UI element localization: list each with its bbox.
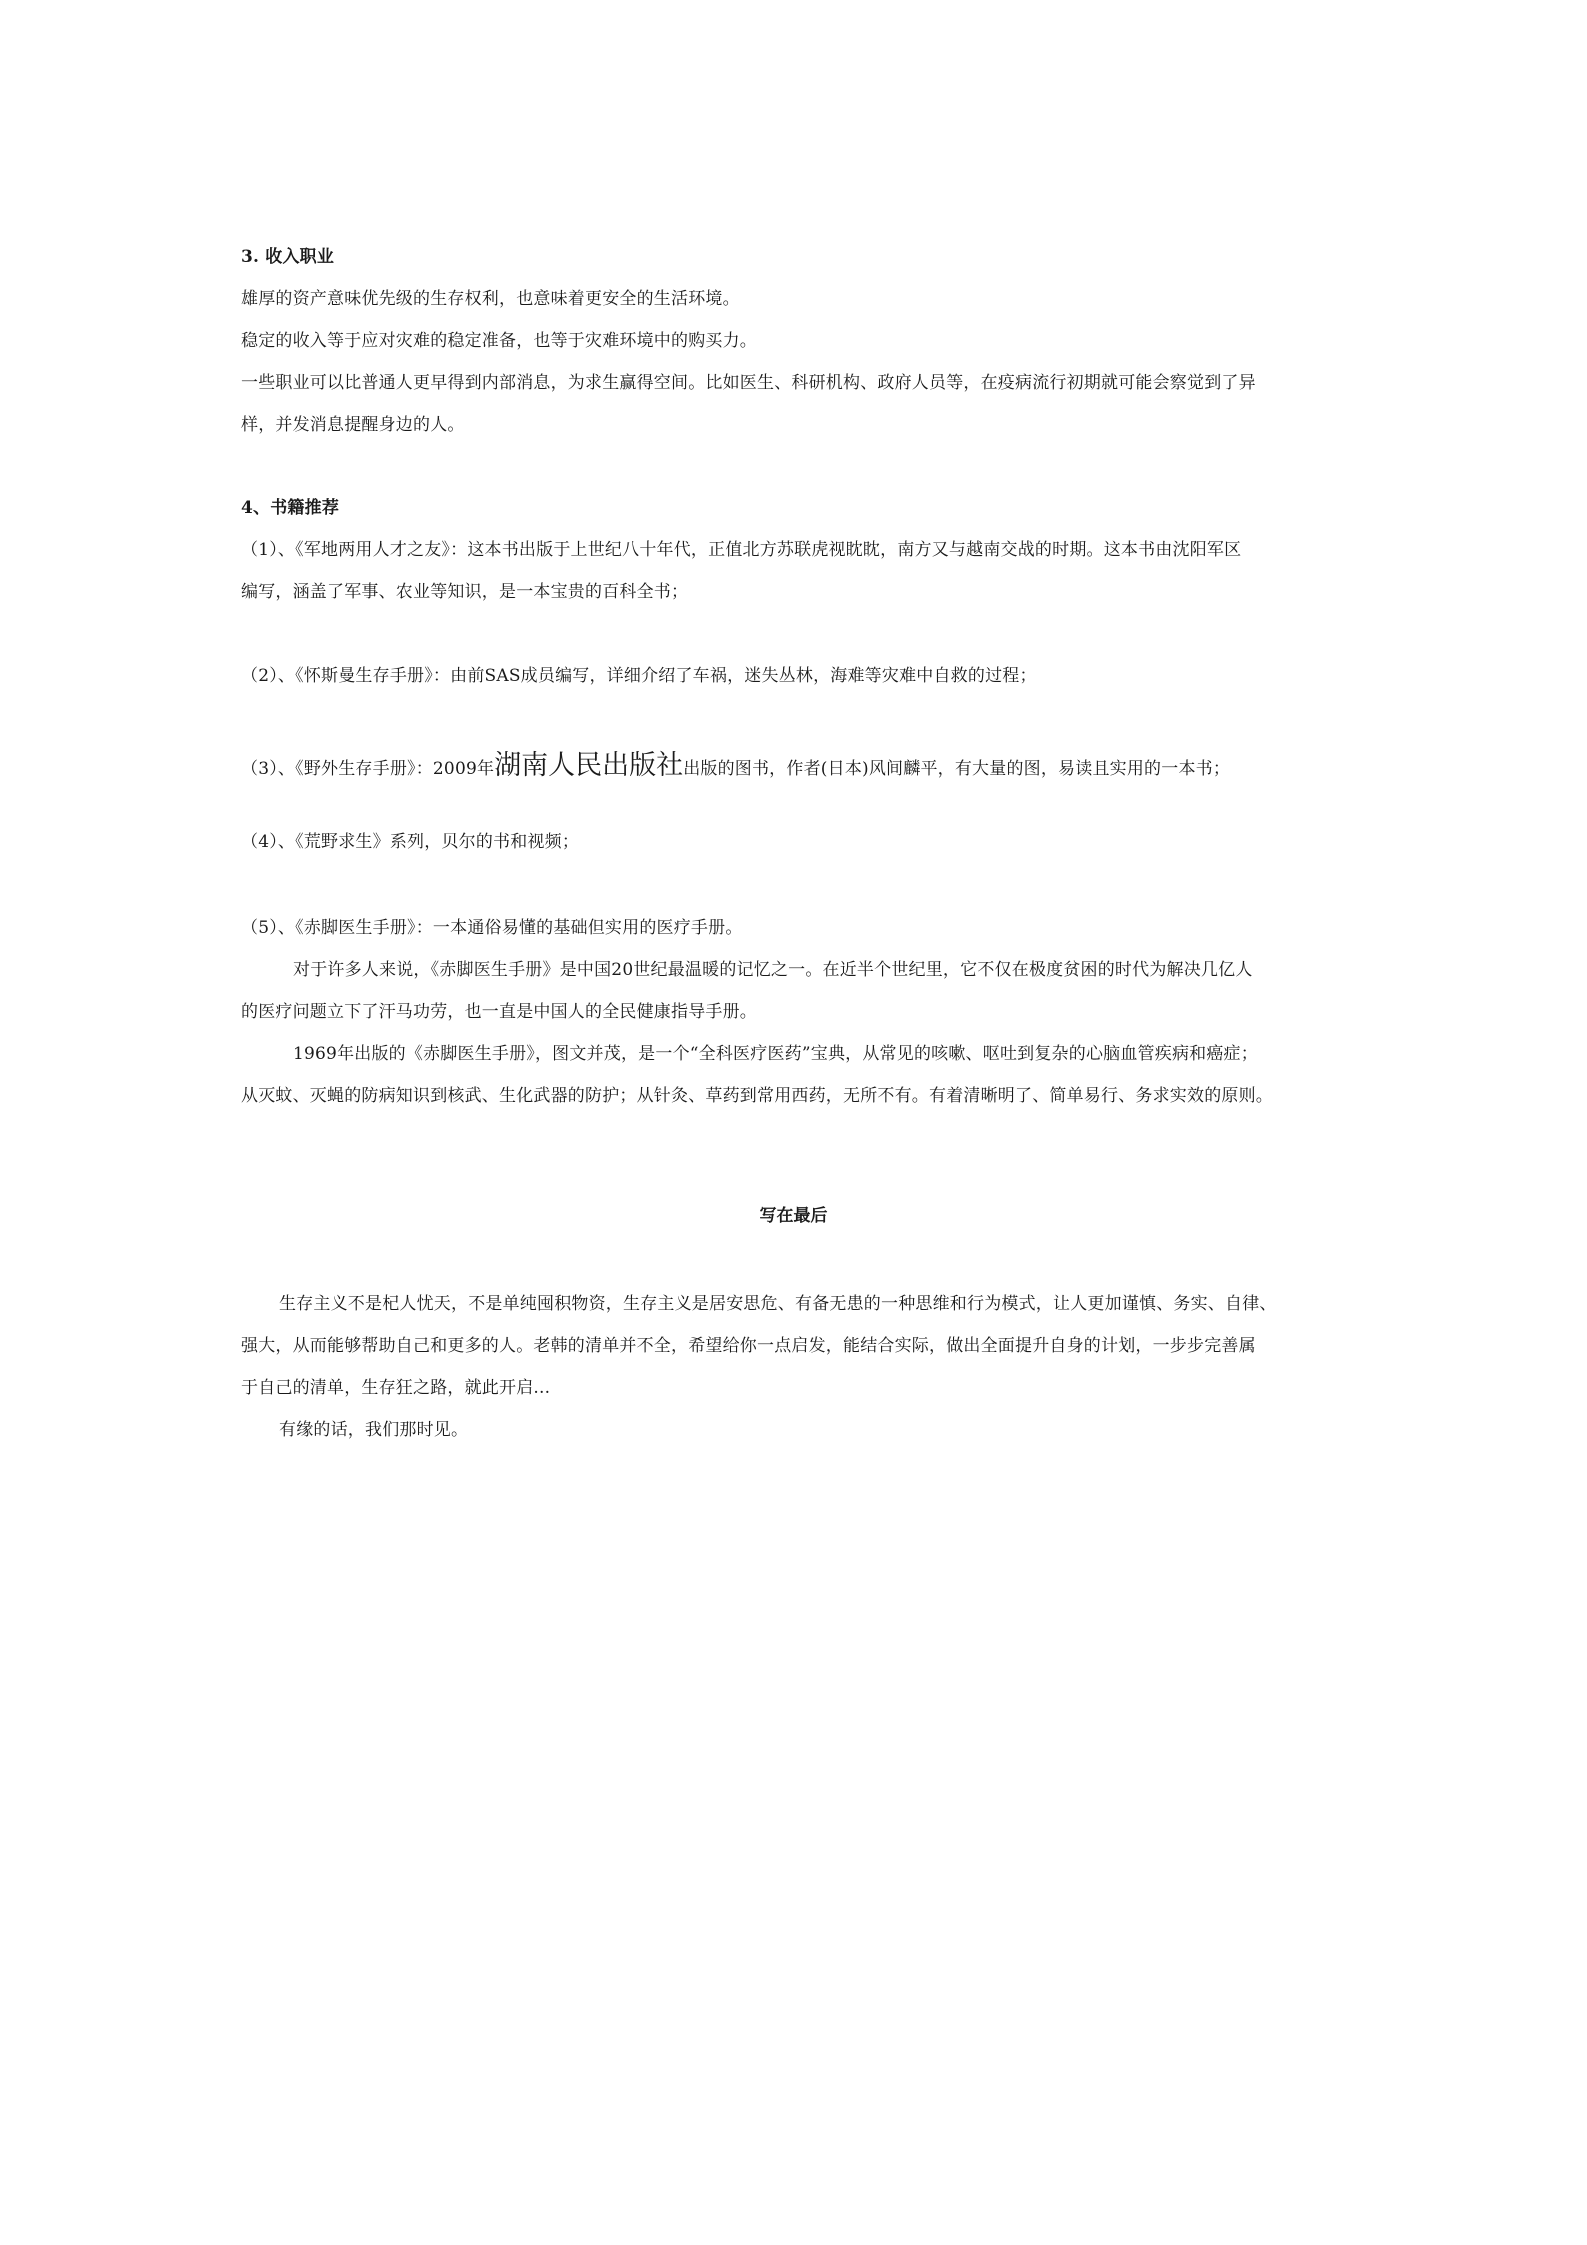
book-item-5-para1: 对于许多人来说，《赤脚医生手册》是中国20世纪最温暖的记忆之一。在近半个世纪里，它不仅在极度贫困的时代为解决几亿人 bbox=[293, 960, 1253, 980]
closing-paragraph: 生存主义不是杞人忧天，不是单纯囤积物资，生存主义是居安思危、有备无患的一种思维和行为模式，让人更加谨慎、务实、自律、 bbox=[279, 1294, 1277, 1314]
book-item-5-para2: 1969年出版的《赤脚医生手册》，图文并茂，是一个“全科医疗医药”宝典，从常见的咳嗽、呕吐到复杂的心脑血管疾病和癌症； bbox=[293, 1044, 1258, 1064]
book-item-5-para1-cont: 的医疗问题立下了汗马功劳，也一直是中国人的全民健康指导手册。 bbox=[241, 1002, 757, 1022]
book-item-5-para2-cont: 从灭蚊、灭蝇的防病知识到核武、生化武器的防护；从针灸、草药到常用西药，无所不有。有着清晰明了、简单易行、务求实效的原则。 bbox=[241, 1086, 1273, 1106]
book-item-1: （1）、《军地两用人才之友》：这本书出版于上世纪八十年代，正值北方苏联虎视眈眈，南方又与越南交战的时期。这本书由沈阳军区 bbox=[241, 540, 1242, 560]
closing-farewell: 有缘的话，我们那时见。 bbox=[279, 1420, 469, 1440]
book-item-2: （2）、《怀斯曼生存手册》：由前SAS成员编写，详细介绍了车祸，迷失丛林，海难等灾难中自救的过程； bbox=[241, 666, 1037, 686]
paragraph-line: 雄厚的资产意味优先级的生存权利，也意味着更安全的生活环境。 bbox=[241, 289, 740, 309]
book-item-4: （4）、《荒野求生》系列，贝尔的书和视频； bbox=[241, 832, 580, 852]
book-item-2-block bbox=[241, 655, 1361, 697]
closing-paragraph-cont: 于自己的清单，生存狂之路，就此开启... bbox=[241, 1378, 551, 1398]
book-item-3-after: 出版的图书，作者(日本)风间麟平，有大量的图，易读且实用的一本书； bbox=[683, 759, 1231, 779]
section-heading: 3. 收入职业 bbox=[241, 247, 335, 267]
book-item-4-block bbox=[241, 821, 1361, 863]
paragraph-line: 一些职业可以比普通人更早得到内部消息，为求生赢得空间。比如医生、科研机构、政府人员等，在疫病流行初期就可能会察觉到了异 bbox=[241, 373, 1256, 393]
book-item-3 bbox=[241, 745, 1361, 790]
section-income-career bbox=[241, 236, 1361, 446]
paragraph-line: 稳定的收入等于应对灾难的稳定准备，也等于灾难环境中的购买力。 bbox=[241, 331, 757, 351]
section-heading: 4、书籍推荐 bbox=[241, 498, 340, 518]
paragraph-line: 样，并发消息提醒身边的人。 bbox=[241, 415, 465, 435]
publisher-name: 湖南人民出版社 bbox=[494, 750, 684, 781]
book-item-1-cont: 编写，涵盖了军事、农业等知识，是一本宝贵的百科全书； bbox=[241, 582, 689, 602]
book-item-3-before: （3）、《野外生存手册》：2009年 bbox=[241, 759, 495, 779]
section-book-recommendations bbox=[241, 487, 1361, 613]
closing-section bbox=[241, 1283, 1361, 1451]
closing-title: 写在最后 bbox=[759, 1206, 828, 1226]
book-item-3-block bbox=[241, 745, 1361, 790]
book-item-5: （5）、《赤脚医生手册》：一本通俗易懂的基础但实用的医疗手册。 bbox=[241, 918, 743, 938]
closing-paragraph-cont: 强大，从而能够帮助自己和更多的人。老韩的清单并不全，希望给你一点启发，能结合实际，做出全面提升自身的计划，一步步完善属 bbox=[241, 1336, 1256, 1356]
book-item-5-block bbox=[241, 907, 1361, 1117]
